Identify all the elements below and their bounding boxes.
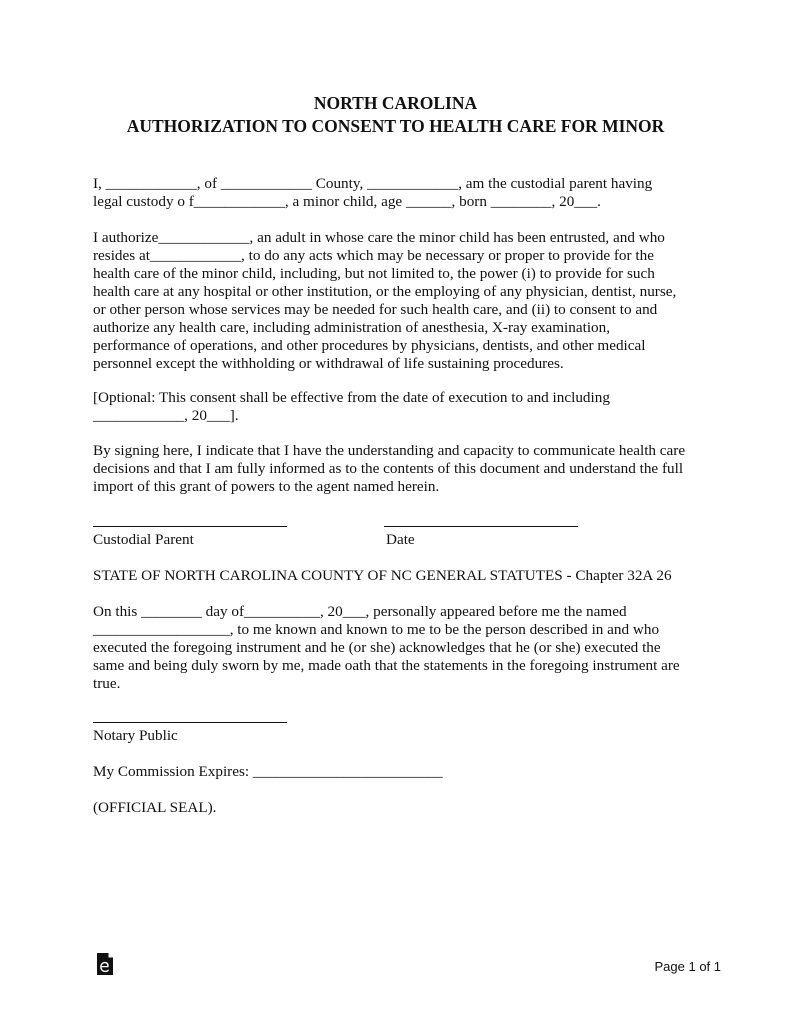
capacity-statement-paragraph	[93, 442, 713, 496]
commission-expires-line: My Commission Expires: _________________________	[93, 763, 443, 780]
paragraph-line: decisions and that I am fully informed as to the contents of this document and understand the full	[93, 460, 684, 477]
paragraph-line: resides at____________, to do any acts which may be necessary or proper to provide for the	[93, 247, 654, 264]
paragraph-line: health care of the minor child, including, but not limited to, the power (i) to provide for such	[93, 265, 655, 282]
paragraph-line: ____________, 20___].	[93, 407, 239, 424]
date-signature-line[interactable]	[384, 526, 578, 527]
parent-signature-line[interactable]	[93, 526, 287, 527]
document-title: AUTHORIZATION TO CONSENT TO HEALTH CARE FOR MINOR	[126, 116, 665, 136]
paragraph-line: same and being duly sworn by me, made oath that the statements in the foregoing instrument are	[93, 657, 680, 674]
paragraph-line: legal custody o f____________, a minor child, age ______, born ________, 20___.	[93, 193, 601, 210]
paragraph-line: executed the foregoing instrument and he (or she) acknowledges that he (or she) executed the	[93, 639, 661, 656]
parent-declaration-paragraph	[93, 175, 713, 211]
paragraph-line: On this ________ day of__________, 20___, personally appeared before me the named	[93, 603, 627, 620]
eforms-logo-icon	[96, 952, 114, 976]
paragraph-line: true.	[93, 675, 121, 692]
paragraph-line: By signing here, I indicate that I have the understanding and capacity to communicate health care	[93, 442, 686, 459]
state-county-line: STATE OF NORTH CAROLINA COUNTY OF NC GENERAL STATUTES - Chapter 32A 26	[93, 567, 672, 584]
paragraph-line: [Optional: This consent shall be effective from the date of execution to and including	[93, 389, 610, 406]
date-label: Date	[386, 531, 415, 548]
authorization-paragraph	[93, 229, 713, 373]
paragraph-line: __________________, to me known and known to me to be the person described in and who	[93, 621, 660, 638]
paragraph-line: import of this grant of powers to the agent named herein.	[93, 478, 440, 495]
paragraph-line: I, ____________, of ____________ County, ____________, am the custodial parent having	[93, 175, 653, 192]
notary-signature-line[interactable]	[93, 722, 287, 723]
optional-consent-paragraph	[93, 389, 713, 425]
custodial-parent-label: Custodial Parent	[93, 531, 194, 548]
paragraph-line: or other person whose services may be needed for such health care, and (ii) to consent to and	[93, 301, 658, 318]
paragraph-line: personnel except the withholding or withdrawal of life sustaining procedures.	[93, 355, 564, 372]
paragraph-line: I authorize____________, an adult in whose care the minor child has been entrusted, and who	[93, 229, 665, 246]
state-heading: NORTH CAROLINA	[313, 93, 478, 113]
paragraph-line: authorize any health care, including administration of anesthesia, X-ray examination,	[93, 319, 611, 336]
official-seal-label: (OFFICIAL SEAL).	[93, 799, 217, 816]
notary-acknowledgment-paragraph	[93, 603, 713, 693]
notary-public-label: Notary Public	[93, 727, 178, 744]
paragraph-line: health care at any hospital or other institution, or the employing of any physician, dentist, nurse,	[93, 283, 677, 300]
page-number: Page 1 of 1	[654, 959, 721, 974]
paragraph-line: performance of operations, and other procedures by physicians, dentists, and other medical	[93, 337, 646, 354]
